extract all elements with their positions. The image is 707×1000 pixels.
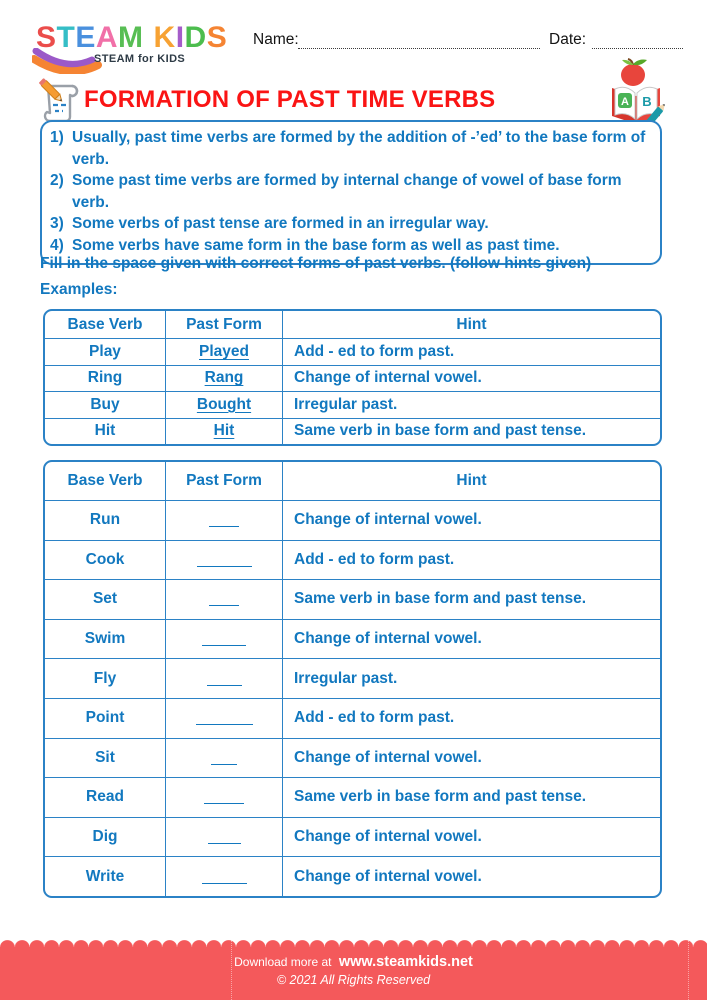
past-form-blank-cell <box>165 856 282 896</box>
rule-text: Some past time verbs are formed by internal change of vowel of base form verb. <box>72 172 622 211</box>
base-verb-cell: Cook <box>45 540 165 580</box>
base-verb-cell: Play <box>45 338 165 365</box>
answer-blank[interactable] <box>209 592 239 606</box>
rule-text: Some verbs have same form in the base form as well as past time. <box>72 236 560 254</box>
past-form-blank-cell <box>165 540 282 580</box>
fold-mark-left <box>231 940 232 1000</box>
past-form-answer: Rang <box>204 369 244 387</box>
date-label: Date: <box>549 31 587 48</box>
logo-letter: D <box>184 21 207 54</box>
column-header: Base Verb <box>67 315 143 333</box>
rule-number: 1) <box>50 129 64 146</box>
past-form-cell <box>165 365 282 392</box>
rule-item <box>50 235 652 257</box>
base-verb-cell: Swim <box>45 619 165 659</box>
hint-cell: Same verb in base form and past tense. <box>282 579 660 619</box>
footer-copyright: © 2021 All Rights Reserved <box>276 973 431 987</box>
hint-cell: Add - ed to form past. <box>282 698 660 738</box>
rule-item <box>50 127 652 170</box>
footer-site-link[interactable]: www.steamkids.net <box>338 954 473 970</box>
base-verb-cell: Point <box>45 698 165 738</box>
hint-cell: Change of internal vowel. <box>282 738 660 778</box>
scroll-pencil-icon <box>36 78 86 123</box>
base-verb-cell: Set <box>45 579 165 619</box>
hint-cell: Same verb in base form and past tense. <box>282 418 660 445</box>
column-header: Hint <box>282 311 660 338</box>
logo-letter: K <box>153 21 176 54</box>
base-verb-cell: Dig <box>45 817 165 857</box>
rule-number: 3) <box>50 215 64 232</box>
logo-tagline: STEAM for KIDS <box>94 53 186 65</box>
logo-letter: M <box>118 21 144 54</box>
page-title: FORMATION OF PAST TIME VERBS <box>84 86 496 113</box>
past-form-blank-cell <box>165 817 282 857</box>
rule-text: Some verbs of past tense are formed in an irregular way. <box>72 215 489 232</box>
base-verb-cell: Ring <box>45 365 165 392</box>
abc-book-icon <box>606 56 670 130</box>
past-form-blank-cell <box>165 658 282 698</box>
answer-blank[interactable] <box>209 513 239 527</box>
past-form-answer: Bought <box>196 395 252 413</box>
hint-cell: Change of internal vowel. <box>282 619 660 659</box>
logo-letter: S <box>36 21 57 54</box>
past-form-cell <box>165 418 282 445</box>
base-verb-cell: Run <box>45 500 165 540</box>
svg-text:B: B <box>642 94 652 109</box>
logo-letter: E <box>75 21 96 54</box>
examples-label: Examples: <box>40 281 118 298</box>
column-header: Past Form <box>165 311 282 338</box>
logo-letter: A <box>95 21 119 54</box>
base-verb-cell: Fly <box>45 658 165 698</box>
name-label: Name: <box>253 31 299 48</box>
answer-blank[interactable] <box>202 632 246 646</box>
hint-cell: Add - ed to form past. <box>282 338 660 365</box>
footer-download-line <box>0 954 707 970</box>
hint-cell: Irregular past. <box>282 391 660 418</box>
hint-cell: Irregular past. <box>282 658 660 698</box>
past-form-answer: Hit <box>213 422 235 440</box>
footer-scallop-edge <box>0 939 707 948</box>
answer-blank[interactable] <box>197 553 252 567</box>
past-form-cell <box>165 391 282 418</box>
column-header: Base Verb <box>67 472 143 489</box>
logo-wordmark <box>36 22 246 54</box>
hint-cell: Same verb in base form and past tense. <box>282 777 660 817</box>
hint-cell: Change of internal vowel. <box>282 817 660 857</box>
rule-item <box>50 213 652 235</box>
date-input-line[interactable] <box>592 33 683 49</box>
answer-blank[interactable] <box>208 830 241 844</box>
instruction-text: Fill in the space given with correct forms of past verbs. (follow hints given) <box>40 255 592 272</box>
past-form-blank-cell <box>165 579 282 619</box>
hint-cell: Add - ed to form past. <box>282 540 660 580</box>
fold-mark-right <box>688 940 689 1000</box>
steam-kids-logo <box>36 22 246 70</box>
hint-cell: Change of internal vowel. <box>282 500 660 540</box>
answer-blank[interactable] <box>202 870 247 884</box>
svg-text:A: A <box>621 96 629 108</box>
rules-list <box>50 127 652 256</box>
rule-text: Usually, past time verbs are formed by the addition of -’ed’ to the base form of verb. <box>72 129 646 168</box>
base-verb-cell: Read <box>45 777 165 817</box>
rules-box <box>40 120 662 265</box>
rule-number: 2) <box>50 172 64 189</box>
past-form-blank-cell <box>165 500 282 540</box>
past-form-blank-cell <box>165 698 282 738</box>
base-verb-cell: Hit <box>45 418 165 445</box>
answer-blank[interactable] <box>211 751 237 765</box>
footer <box>0 947 707 1000</box>
past-form-cell <box>165 338 282 365</box>
base-verb-cell: Sit <box>45 738 165 778</box>
name-input-line[interactable] <box>298 33 540 49</box>
base-verb-cell: Buy <box>45 391 165 418</box>
rule-item <box>50 170 652 213</box>
past-form-answer: Played <box>199 342 249 360</box>
answer-blank[interactable] <box>204 790 244 804</box>
footer-prefix: Download more at <box>234 955 332 969</box>
past-form-blank-cell <box>165 777 282 817</box>
column-header: Past Form <box>165 462 282 500</box>
answer-blank[interactable] <box>207 672 242 686</box>
answer-blank[interactable] <box>196 711 253 725</box>
logo-letter: S <box>206 21 228 54</box>
logo-letter: T <box>56 21 76 54</box>
past-form-blank-cell <box>165 619 282 659</box>
logo-letter: I <box>175 21 185 54</box>
exercise-table <box>43 460 662 898</box>
base-verb-cell: Write <box>45 856 165 896</box>
past-form-blank-cell <box>165 738 282 778</box>
rule-number: 4) <box>50 236 64 254</box>
hint-cell: Change of internal vowel. <box>282 365 660 392</box>
hint-cell: Change of internal vowel. <box>282 856 660 896</box>
column-header: Hint <box>282 462 660 500</box>
examples-table <box>43 309 662 446</box>
